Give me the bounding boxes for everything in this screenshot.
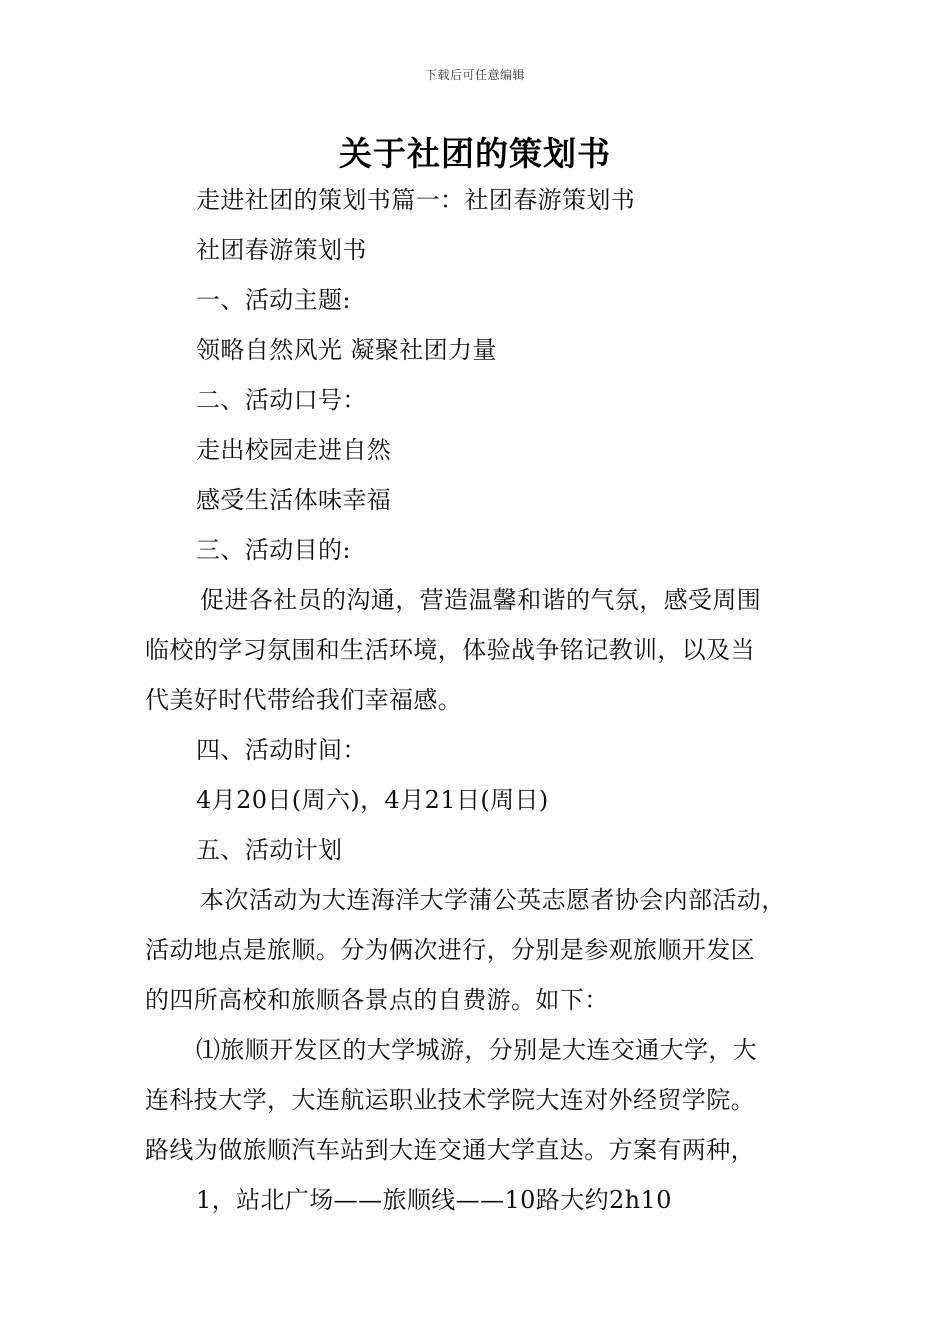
paragraph-line: ⑴旅顺开发区的大学城游，分别是大连交通大学，大 [196, 1036, 758, 1064]
header-note: 下载后可任意编辑 [424, 68, 525, 82]
section-heading: 三、活动目的: [196, 536, 351, 564]
paragraph-line: 路线为做旅顺汽车站到大连交通大学直达。方案有两种， [145, 1136, 755, 1164]
paragraph-line: 本次活动为大连海洋大学蒲公英志愿者协会内部活动， [200, 886, 786, 914]
document-title: 关于社团的策划书 [339, 134, 611, 173]
section-heading: 二、活动口号： [196, 386, 367, 414]
paragraph-line: 代美好时代带给我们幸福感。 [145, 686, 463, 714]
section-heading: 五、活动计划 [196, 836, 343, 864]
paragraph-line: 连科技大学，大连航运职业技术学院大连对外经贸学院。 [145, 1086, 755, 1114]
paragraph-line: 1，站北广场——旅顺线——10路大约2h10 [196, 1186, 672, 1214]
paragraph-line: 4月20日(周六)，4月21日(周日) [196, 786, 549, 814]
paragraph-line: 促进各社员的沟通，营造温馨和谐的气氛，感受周围 [200, 586, 762, 614]
subtitle-line: 走进社团的策划书篇一：社团春游策划书 [196, 186, 636, 214]
section-heading: 社团春游策划书 [196, 236, 367, 264]
paragraph-line: 走出校园走进自然 [196, 436, 392, 464]
section-heading: 一、活动主题: [196, 286, 351, 314]
section-heading: 四、活动时间： [196, 736, 367, 764]
paragraph-line: 活动地点是旅顺。分为俩次进行，分别是参观旅顺开发区 [145, 936, 755, 964]
paragraph-line: 领略自然风光 凝聚社团力量 [196, 336, 497, 364]
paragraph-line: 的四所高校和旅顺各景点的自费游。如下： [145, 986, 609, 1014]
paragraph-line: 临校的学习氛围和生活环境，体验战争铭记教训，以及当 [145, 636, 755, 664]
paragraph-line: 感受生活体味幸福 [196, 486, 392, 514]
